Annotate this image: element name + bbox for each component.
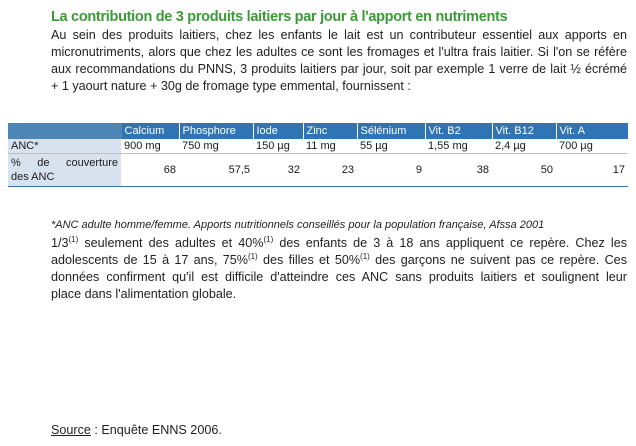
text-run: des enfants de 3 à 18 ans appliquent ce repère. Chez les (273, 236, 627, 250)
column-header: Sélénium (357, 123, 425, 139)
text-run: des garçons ne suivent pas ce repère. Ces (369, 253, 627, 267)
body-line (51, 235, 627, 252)
table-cell: 900 mg (121, 139, 179, 154)
body-line: place dans l'alimentation globale. (51, 287, 237, 301)
table-cell: 1,55 mg (425, 139, 492, 154)
table-cell: 32 (253, 154, 303, 187)
source-text: : Enquête ENNS 2006. (90, 423, 222, 437)
table-cell: 700 µg (556, 139, 628, 154)
table-cell: 17 (556, 154, 628, 187)
footnote-ref: (1) (263, 234, 274, 244)
row-header (8, 154, 121, 187)
intro-line: + 1 yaourt nature + 30g de fromage type emmental, fournissent : (51, 79, 411, 93)
body-line: données confirment qu'il est difficile d'atteindre ces ANC sans produits laitiers et soulignent leur (51, 270, 627, 284)
table-header-row (8, 123, 628, 139)
column-header: Vit. B12 (492, 123, 556, 139)
page-title: La contribution de 3 produits laitiers par jour à l'apport en nutriments (51, 9, 508, 25)
table-cell: 38 (425, 154, 492, 187)
column-header: Iode (253, 123, 303, 139)
body-line (51, 252, 627, 269)
table-row (8, 154, 628, 187)
column-header: Vit. B2 (425, 123, 492, 139)
column-header: Calcium (121, 123, 179, 139)
table-cell: 50 (492, 154, 556, 187)
source-label: Source (51, 423, 91, 437)
table-cell: 11 mg (303, 139, 357, 154)
table-cell: 150 µg (253, 139, 303, 154)
table-cell: 57,5 (179, 154, 253, 187)
intro-line: micronutriments, alors que chez les adultes ce sont les fromages et l'ultra frais laitier. Si l'on se réfère (51, 45, 627, 59)
footnote-ref: (1) (68, 234, 79, 244)
table-corner (8, 123, 121, 139)
table-row (8, 139, 628, 154)
row-header: ANC* (8, 139, 121, 154)
table-cell: 2,4 µg (492, 139, 556, 154)
column-header: Vit. A (556, 123, 628, 139)
intro-paragraph (51, 27, 627, 95)
text-run: seulement des adultes et 40% (78, 236, 264, 250)
row-header-line: % de couverture (11, 157, 118, 169)
nutrient-table (8, 123, 629, 187)
table-footnote: *ANC adulte homme/femme. Apports nutritionnels conseillés pour la population française, Afssa 2001 (51, 219, 545, 231)
footnote-ref: (1) (360, 251, 370, 261)
table-cell: 23 (303, 154, 357, 187)
table-cell: 9 (357, 154, 425, 187)
table-cell: 68 (121, 154, 179, 187)
text-run: des filles et 50% (257, 253, 361, 267)
column-header: Phosphore (179, 123, 253, 139)
table-cell: 55 µg (357, 139, 425, 154)
text-run: adolescents de 15 à 17 ans, 75% (51, 253, 248, 267)
intro-line: Au sein des produits laitiers, chez les enfants le lait est un contributeur essentiel aux apports en (51, 28, 627, 42)
footnote-ref: (1) (247, 251, 258, 261)
body-paragraph (51, 235, 627, 303)
table-cell: 750 mg (179, 139, 253, 154)
text-run: 1/3 (51, 236, 69, 250)
row-header-line: des ANC (11, 171, 55, 183)
column-header: Zinc (303, 123, 357, 139)
source-citation (51, 423, 222, 437)
intro-line: aux recommandations du PNNS, 3 produits laitiers par jour, soit par exemple 1 verre de lait ½ écrémé (51, 62, 627, 76)
